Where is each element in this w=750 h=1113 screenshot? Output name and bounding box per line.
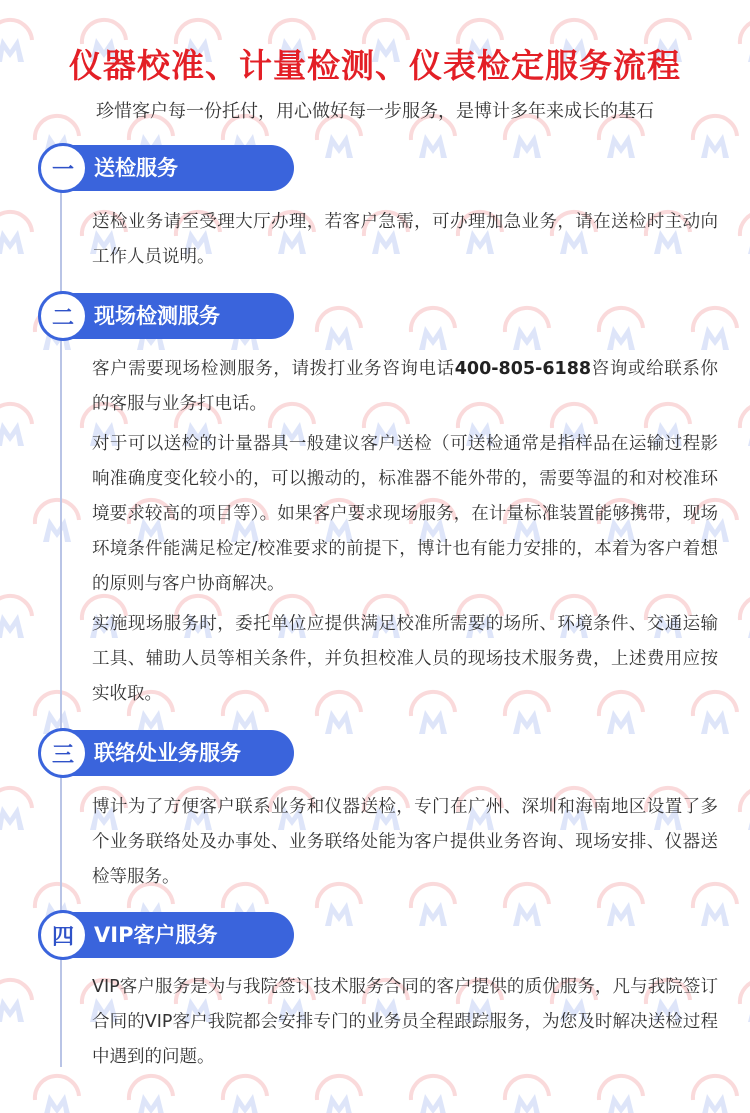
section-4-paragraph: VIP客户服务是为与我院签订技术服务合同的客户提供的质优服务，凡与我院签订合同的VIP客户我院都会安排专门的业务员全程跟踪服务，为您及时解决送检过程中遇到的问题。 bbox=[92, 977, 718, 1067]
logo-mark-icon bbox=[0, 778, 40, 838]
logo-mark-icon bbox=[732, 394, 750, 454]
section-number-badge: 二 bbox=[38, 291, 88, 341]
section-2-paragraph-1 bbox=[92, 352, 718, 422]
logo-mark-icon bbox=[685, 298, 745, 358]
paragraph-text: 客户需要现场检测服务，请拨打业务咨询电话 bbox=[92, 359, 455, 379]
page-title: 仪器校准、计量检测、仪表检定服务流程 bbox=[69, 46, 681, 85]
page-subtitle: 珍惜客户每一份托付，用心做好每一步服务，是博计多年来成长的基石 bbox=[96, 101, 654, 122]
section-3-paragraph: 博计为了方便客户联系业务和仪器送检，专门在广州、深圳和海南地区设置了多个业务联络处及办事处、业务联络处能为客户提供业务咨询、现场安排、仪器送检等服务。 bbox=[92, 797, 718, 887]
logo-mark-icon bbox=[309, 298, 369, 358]
phone-number: 400-805-6188 bbox=[454, 359, 592, 379]
logo-mark-icon bbox=[732, 970, 750, 1030]
section-title: VIP客户服务 bbox=[94, 923, 218, 947]
logo-mark-icon bbox=[0, 202, 40, 262]
section-header-2 bbox=[38, 293, 294, 339]
logo-mark-icon bbox=[0, 970, 40, 1030]
section-number-badge: 四 bbox=[38, 910, 88, 960]
section-1-paragraph: 送检业务请至受理大厅办理，若客户急需，可办理加急业务，请在送检时主动向工作人员说明。 bbox=[92, 212, 718, 267]
section-header-1 bbox=[38, 145, 294, 191]
logo-mark-icon bbox=[0, 394, 40, 454]
logo-mark-icon bbox=[27, 490, 87, 550]
logo-mark-icon bbox=[732, 202, 750, 262]
section-number-badge: 三 bbox=[38, 728, 88, 778]
logo-mark-icon bbox=[591, 298, 651, 358]
logo-mark-icon bbox=[497, 298, 557, 358]
section-title: 联络处业务服务 bbox=[94, 741, 241, 765]
section-title: 现场检测服务 bbox=[94, 304, 220, 328]
section-title: 送检服务 bbox=[94, 156, 178, 180]
section-number-badge: 一 bbox=[38, 143, 88, 193]
section-2-paragraph-3: 实施现场服务时，委托单位应提供满足校准所需要的场所、环境条件、交通运输工具、辅助人员等相关条件，并负担校准人员的现场技术服务费，上述费用应按实收取。 bbox=[92, 614, 718, 704]
logo-mark-icon bbox=[27, 1066, 87, 1113]
logo-mark-icon bbox=[0, 586, 40, 646]
logo-mark-icon bbox=[403, 298, 463, 358]
paragraph-text: 咨询或给联系你的客服与业务打电话。 bbox=[92, 359, 719, 414]
section-header-4 bbox=[38, 912, 294, 958]
section-header-3 bbox=[38, 730, 294, 776]
logo-mark-icon bbox=[732, 778, 750, 838]
section-2-paragraph-2: 对于可以送检的计量器具一般建议客户送检（可送检通常是指样品在运输过程影响准确度变化较小的，可以搬动的，标准器不能外带的，需要等温的和对校准环境要求较高的项目等）。如果客户要求现场服务，在计量标准装置能够携带，现场环境条件能满足检定/校准要求的前提下，博计也有能力安排的，本着为客户着想的原则与客户协商解决。 bbox=[92, 434, 718, 594]
logo-mark-icon bbox=[732, 586, 750, 646]
